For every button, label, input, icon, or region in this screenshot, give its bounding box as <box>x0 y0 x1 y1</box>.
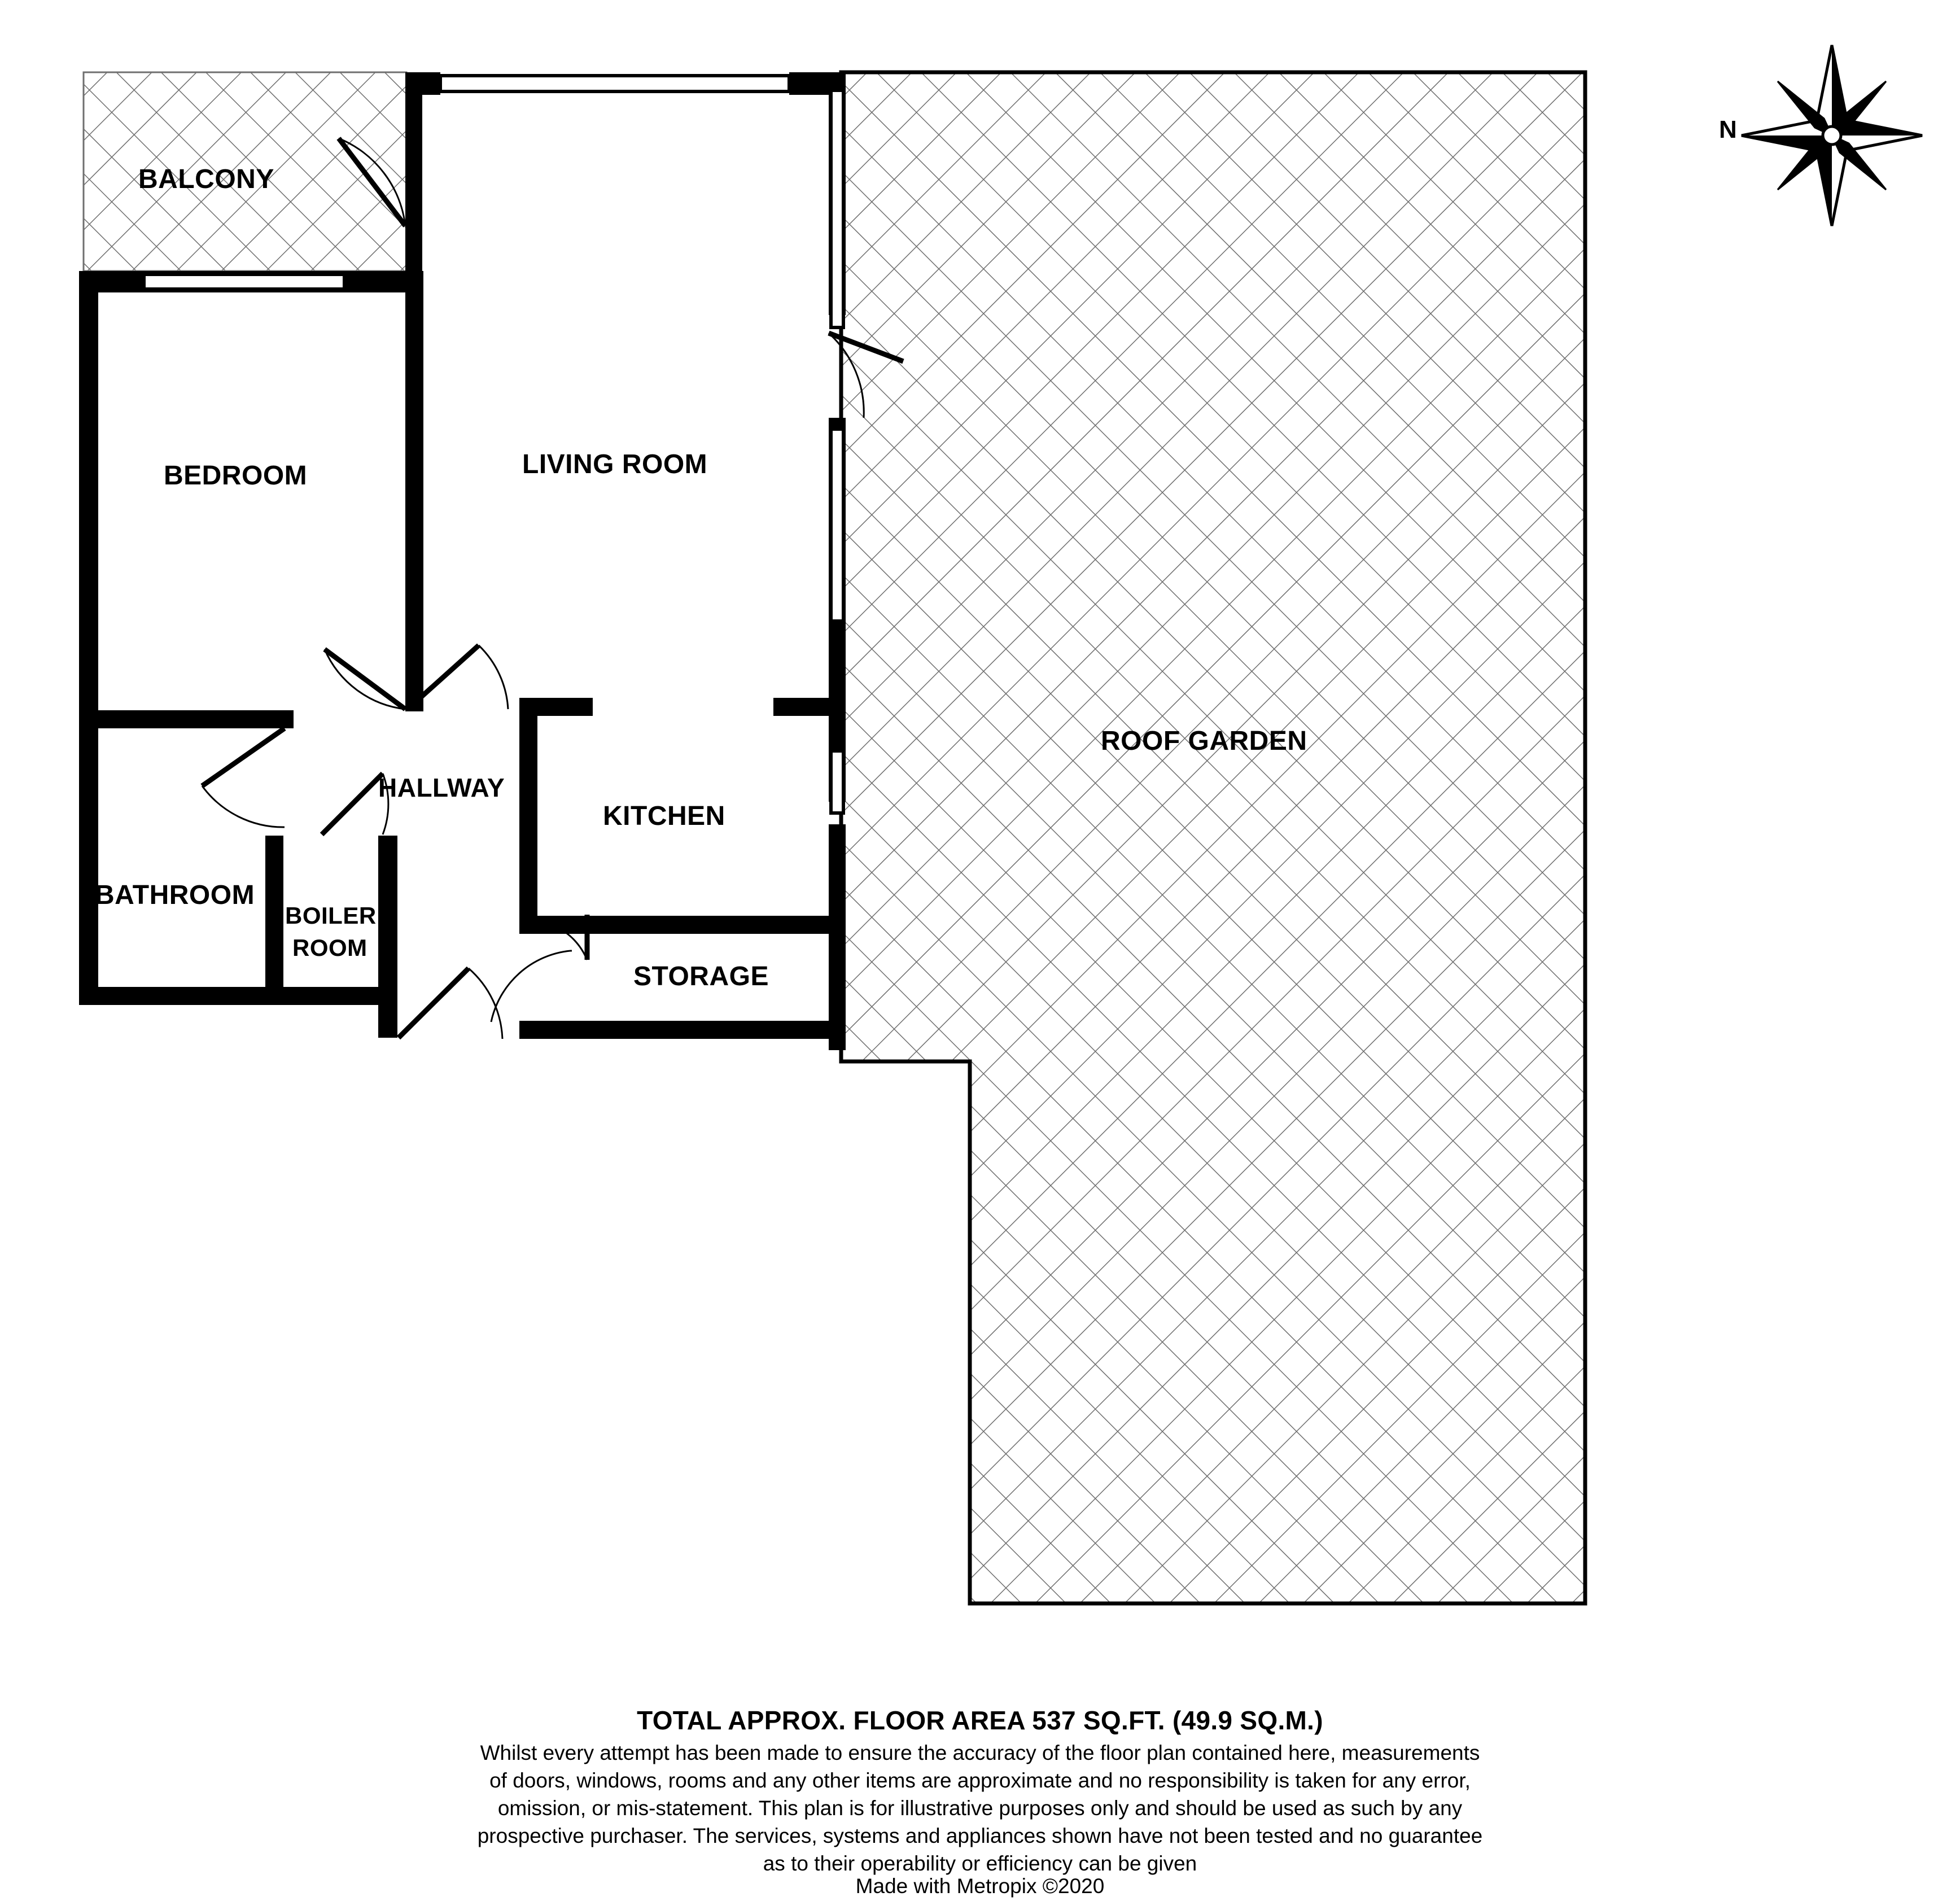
room-label-storage: STORAGE <box>633 962 769 991</box>
roof-garden-hatch-fill <box>841 72 1585 1603</box>
disclaimer-line-5: as to their operability or efficiency can be given <box>763 1852 1197 1875</box>
room-label-bathroom: BATHROOM <box>95 880 255 910</box>
compass-rose-graphic <box>1742 45 1922 226</box>
disclaimer-line-4: prospective purchaser. The services, systems and appliances shown have not been tested and no guarantee <box>477 1824 1483 1847</box>
made-with-credit: Made with Metropix ©2020 <box>855 1874 1105 1898</box>
room-label-boiler-room-line2: ROOM <box>292 934 368 961</box>
room-label-hallway: HALLWAY <box>378 773 505 802</box>
room-label-roof-garden: ROOF GARDEN <box>1101 726 1307 756</box>
disclaimer-line-2: of doors, windows, rooms and any other items are approximate and no responsibility is taken for any error, <box>489 1769 1471 1792</box>
disclaimer-line-1: Whilst every attempt has been made to ensure the accuracy of the floor plan contained here, measurements <box>480 1741 1480 1764</box>
room-label-living-room: LIVING ROOM <box>522 449 708 479</box>
room-label-balcony: BALCONY <box>138 164 274 194</box>
room-label-bedroom: BEDROOM <box>164 461 308 491</box>
total-floor-area: TOTAL APPROX. FLOOR AREA 537 SQ.FT. (49.9 SQ.M.) <box>637 1706 1323 1735</box>
room-label-kitchen: KITCHEN <box>603 801 725 831</box>
disclaimer-text <box>0 1739 1960 1877</box>
room-label-boiler-room-line1: BOILER <box>285 902 377 929</box>
disclaimer-line-3: omission, or mis-statement. This plan is for illustrative purposes only and should be used as such by any <box>497 1797 1463 1820</box>
compass-north-label: N <box>1719 116 1737 143</box>
